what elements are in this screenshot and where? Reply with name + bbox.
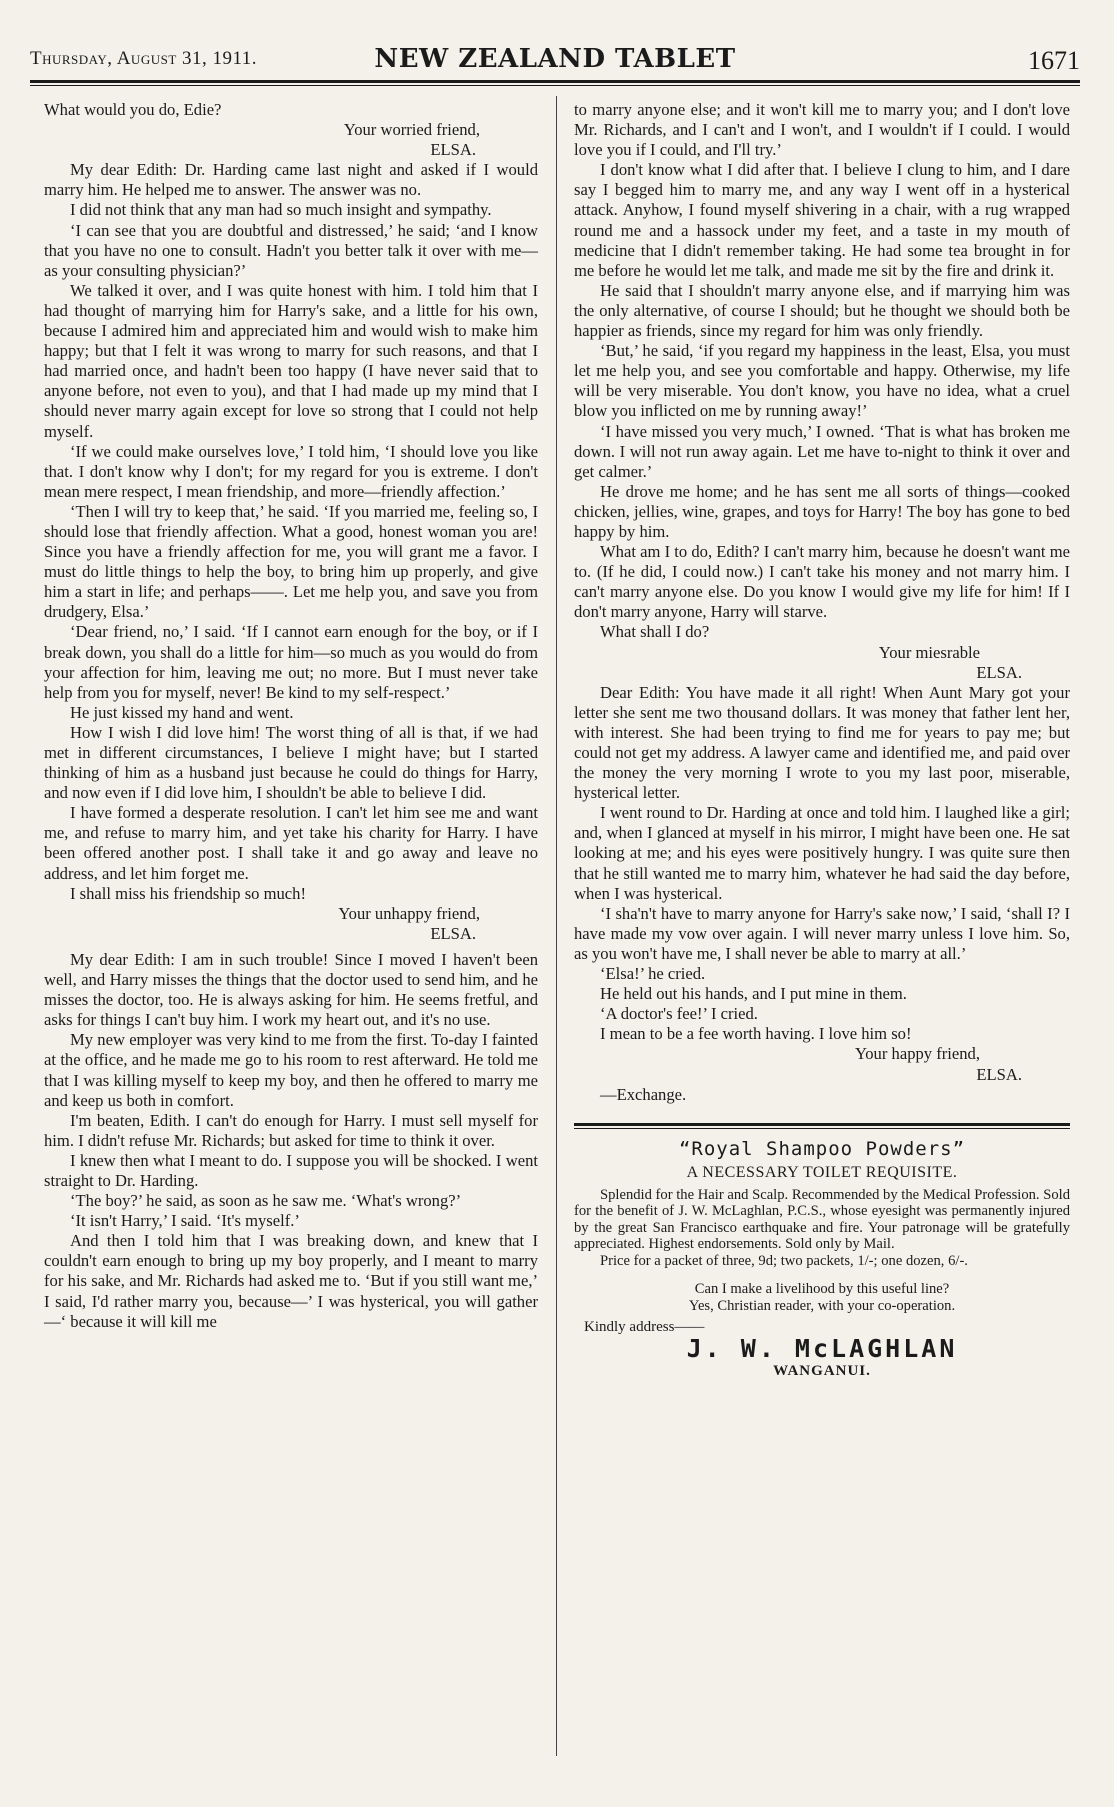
ad-seller-name: J. W. McLAGHLAN: [686, 1334, 958, 1363]
ad-question: Can I make a livelihood by this useful line?: [694, 1280, 950, 1297]
ad-heading: “Royal Shampoo Powders”: [678, 1137, 966, 1160]
paragraph: What am I to do, Edith? I can't marry him, because he doesn't want me to. (If he did, I could now.) I can't take his money and not marry him. I can't marry anyone else. Do you know I would give my life for him! If I don't marry anyone, Harry will starve.: [574, 542, 1070, 622]
right-column: [574, 100, 1070, 1381]
header-date: Thursday, August 31, 1911.: [30, 48, 258, 69]
signature-close: Your miesrable: [878, 642, 980, 662]
paragraph: My dear Edith: Dr. Harding came last night and asked if I would marry him. He helped me to answer. The answer was no.: [44, 160, 538, 200]
paragraph: ‘Elsa!’ he cried.: [600, 964, 706, 984]
paragraph: He held out his hands, and I put mine in them.: [600, 984, 907, 1004]
paragraph: I went round to Dr. Harding at once and told him. I laughed like a girl; and, when I glanced at myself in his mirror, I might have been one. He sat looking at me; and his eyes were positively hungry. I was quite sure then that he still wanted me to marry him, whatever he had said the day before, when I was hysterical.: [574, 803, 1070, 903]
ad-address-label: Kindly address——: [584, 1318, 705, 1335]
signature-name: ELSA.: [976, 662, 1022, 682]
paragraph: ‘Then I will try to keep that,’ he said. ‘If you married me, feeling so, I should lose that friendly affection. What a good, honest woman you are! Since you have a friendly affection for me, you will grant me a favor. I must do little things to help the boy, to bring him up properly, and give him a start in life; and perhaps——. Let me help you, and save you from drudgery, Elsa.’: [44, 501, 538, 622]
paragraph: I did not think that any man had so much insight and sympathy.: [70, 200, 492, 220]
header-title: NEW ZEALAND TABLET: [374, 44, 736, 74]
ad-town: WANGANUI.: [773, 1363, 871, 1380]
page-header: [30, 44, 1080, 78]
paragraph: He said that I shouldn't marry anyone else, and if marrying him was the only alternative, of course I should; but he thought we should both be happier as friends, since my regard for him was only friendly.: [574, 280, 1070, 341]
ad-rule: [574, 1123, 1070, 1126]
paragraph: I have formed a desperate resolution. I can't let him see me and want me, and refuse to marry him, and yet take his charity for Harry. I have been offered another post. I shall take it and go away and leave no address, and let him forget me.: [44, 803, 538, 883]
header-rule-thin: [30, 85, 1080, 86]
paragraph: Dear Edith: You have made it all right! When Aunt Mary got your letter she sent me two thousand dollars. It was money that father lent her, with interest. She had been trying to find me for years to pay me; but could not get my address. A lawyer came and identified me, and paid over the money the very morning I wrote to you my last poor, miserable, hysterical letter.: [574, 682, 1070, 803]
ad-body: Splendid for the Hair and Scalp. Recommended by the Medical Profession. Sold for the benefit of J. W. McLaghlan, P.C.S., whose eyesight was permanently injured by the great San Francisco earthquake and fire. Your patronage will be gratefully appreciated. Highest endorsements. Sold only by Mail.: [574, 1186, 1070, 1253]
column-divider: [556, 96, 557, 1756]
paragraph: I mean to be a fee worth having. I love him so!: [600, 1024, 912, 1044]
paragraph: How I wish I did love him! The worst thing of all is that, if we had met in different circumstances, I believe I might have; but I started thinking of him as a husband just because he could do things for Harry, and now even if I did love him, I shouldn't be able to believe I did.: [44, 722, 538, 803]
advertisement: [574, 1123, 1070, 1382]
paragraph: I knew then what I meant to do. I suppose you will be shocked. I went straight to Dr. Harding.: [44, 1150, 538, 1190]
paragraph: ‘But,’ he said, ‘if you regard my happiness in the least, Elsa, you must let me help you, and see you comfortable and happy. Otherwise, my life will be very miserable. You don't know, you have no idea, what a cruel blow you inflicted on me by running away!’: [574, 341, 1070, 421]
signature-name: ELSA.: [976, 1064, 1022, 1084]
paragraph: What shall I do?: [600, 622, 710, 642]
signature-name: ELSA.: [430, 923, 476, 943]
paragraph: ‘Dear friend, no,’ I said. ‘If I cannot earn enough for the boy, or if I break down, you shall do a little for him—so much as you would do from your affection for him, leaving me out; no more. But I must never take help from you for myself, never! Be kind to my self-respect.’: [44, 622, 538, 702]
letter-opening: What would you do, Edie?: [44, 100, 222, 119]
ad-rule-thin: [574, 1128, 1070, 1129]
paragraph: ‘I have missed you very much,’ I owned. ‘That is what has broken me down. I will not run away again. Let me have to-night to think it over and get calmer.’: [574, 421, 1070, 481]
paragraph: My dear Edith: I am in such trouble! Since I moved I haven't been well, and Harry misses the things that the doctor used to send him, and he misses the doctor, too. He is always asking for him. He seems fretful, and asks for things I can't buy him. I work my heart out, and it's no use.: [44, 949, 538, 1030]
paragraph: And then I told him that I was breaking down, and knew that I couldn't earn enough to bring up my boy properly, and I meant to marry for his sake, and Mr. Richards had asked me to. ‘But if you still want me,’ I said, I'd rather marry you, because—’ I was hysterical, you will gather—‘ because it will kill me: [44, 1231, 538, 1331]
signature-name: ELSA.: [430, 140, 476, 160]
paragraph: He just kissed my hand and went.: [70, 702, 294, 722]
paragraph: I don't know what I did after that. I believe I clung to him, and I dare say I begged him to marry me, and any way I went off in a hysterical attack. Anyhow, I found myself shivering in a chair, with a rug wrapped round me and a hassock under my feet, and a taste in my mouth of medicine that I didn't remember taking. He had some tea brought in for me before he would let me talk, and made me sit by the fire and drink it.: [574, 160, 1070, 280]
signature-close: Your unhappy friend,: [338, 903, 480, 923]
ad-answer: Yes, Christian reader, with your co-operation.: [688, 1297, 956, 1314]
paragraph: I'm beaten, Edith. I can't do enough for Harry. I must sell myself for him. I didn't refuse Mr. Richards; but asked for time to think it over.: [44, 1110, 538, 1150]
paragraph: ‘It isn't Harry,’ I said. ‘It's myself.’: [70, 1211, 300, 1231]
paragraph: ‘The boy?’ he said, as soon as he saw me. ‘What's wrong?’: [70, 1191, 462, 1211]
exchange-credit: —Exchange.: [600, 1084, 687, 1104]
paragraph: ‘I can see that you are doubtful and distressed,’ he said; ‘and I know that you have no one to consult. Hadn't you better talk it over with me—as your consulting physician?’: [44, 220, 538, 280]
page-number: 1671: [1028, 46, 1080, 75]
paragraph: ‘A doctor's fee!’ I cried.: [600, 1004, 758, 1024]
ad-subheading: A NECESSARY TOILET REQUISITE.: [686, 1163, 958, 1181]
paragraph: He drove me home; and he has sent me all sorts of things—cooked chicken, jellies, wine, grapes, and toys for Harry! The boy has gone to bed happy by him.: [574, 481, 1070, 541]
paragraph: ‘If we could make ourselves love,’ I told him, ‘I should love you like that. I don't know why I don't; for my regard for you is extreme. I don't mean mere respect, I mean friendship, and more—friendly affection.’: [44, 441, 538, 501]
paragraph: to marry anyone else; and it won't kill me to marry you; and I don't love Mr. Richards, and I can't and I won't, and I wouldn't if I could. I would love you if I could, and I'll try.’: [574, 100, 1070, 160]
paragraph: We talked it over, and I was quite honest with him. I told him that I had thought of marrying him for Harry's sake, and a little for his own, because I admired him and appreciated him and would wish to make him happy; but that I felt it was wrong to marry for such reasons, and that I had married once, and hadn't been too happy (I have never said that to anyone before, not even to you), and that I had made up my mind that I should never marry again except for love so strong that I could not help myself.: [44, 280, 538, 441]
paragraph: My new employer was very kind to me from the first. To-day I fainted at the office, and he made me go to his room to rest afterward. He told me that I was killing myself to keep my boy, and then he offered to marry me and keep us both in comfort.: [44, 1030, 538, 1110]
header-rule: [30, 80, 1080, 83]
ad-price: Price for a packet of three, 9d; two packets, 1/-; one dozen, 6/-.: [600, 1252, 968, 1269]
paragraph: I shall miss his friendship so much!: [70, 883, 306, 903]
left-column: [44, 100, 538, 1332]
signature-close: Your worried friend,: [343, 120, 480, 140]
paragraph: ‘I sha'n't have to marry anyone for Harry's sake now,’ I said, ‘shall I? I have made my vow over again. I will never marry unless I love him. So, as you won't have me, I shall never be able to marry at all.’: [574, 903, 1070, 963]
signature-close: Your happy friend,: [854, 1044, 980, 1064]
